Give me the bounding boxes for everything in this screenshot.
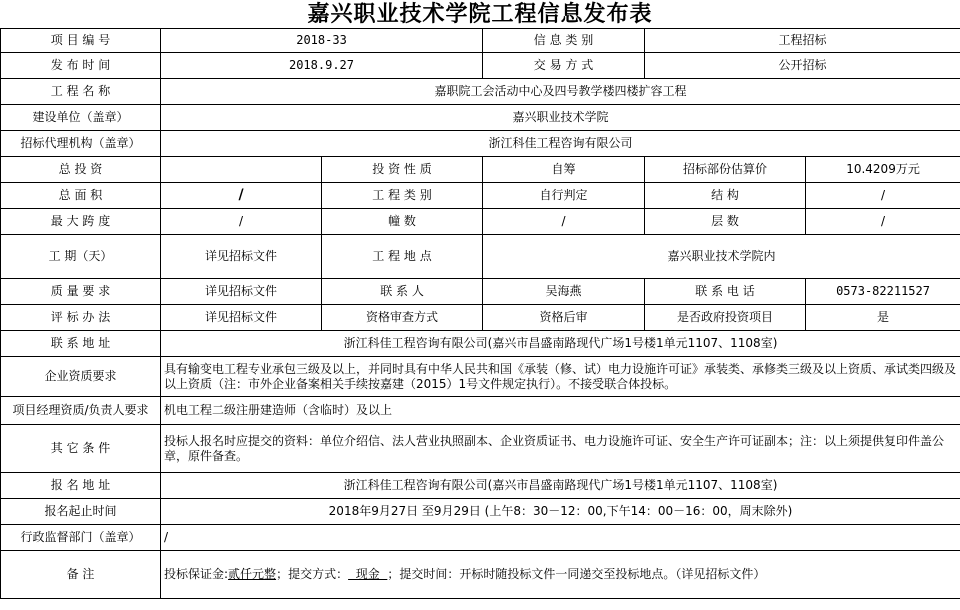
value-government-investment: 是	[806, 305, 960, 331]
label-remarks: 备 注	[1, 551, 161, 599]
label-floors: 层 数	[645, 209, 806, 235]
label-contact-phone: 联 系 电 话	[645, 279, 806, 305]
value-total-investment	[161, 157, 322, 183]
value-other-conditions: 投标人报名时应提交的资料：单位介绍信、法人营业执照副本、企业资质证书、电力设施许可证、安全生产许可证副本；注：以上须提供复印件盖公章，原件备查。	[161, 425, 960, 473]
label-project-category: 工 程 类 别	[322, 183, 483, 209]
value-project-name: 嘉职院工会活动中心及四号教学楼四楼扩容工程	[161, 79, 960, 105]
row-project-name	[1, 79, 960, 105]
row-duration	[1, 235, 960, 279]
label-contact-person: 联 系 人	[322, 279, 483, 305]
row-area	[1, 183, 960, 209]
value-supervision-dept: /	[161, 525, 960, 551]
row-investment	[1, 157, 960, 183]
value-contact-phone: 0573-82211527	[806, 279, 960, 305]
label-publish-time: 发 布 时 间	[1, 53, 161, 79]
label-building-count: 幢 数	[322, 209, 483, 235]
value-building-count: /	[483, 209, 645, 235]
label-registration-address: 报 名 地 址	[1, 473, 161, 499]
page-title: 嘉兴职业技术学院工程信息发布表	[307, 1, 653, 27]
value-registration-period: 2018年9月27日 至9月29日 (上午8：30－12：00,下午14：00－16：00，周末除外)	[161, 499, 960, 525]
row-quality	[1, 279, 960, 305]
row-registration-period	[1, 499, 960, 525]
value-evaluation-method: 详见招标文件	[161, 305, 322, 331]
label-info-category: 信 息 类 别	[483, 29, 645, 53]
row-project-number	[1, 29, 960, 53]
label-structure: 结 构	[645, 183, 806, 209]
value-project-number: 2018-33	[161, 29, 483, 53]
label-company-qualification: 企业资质要求	[1, 357, 161, 397]
value-manager-qualification: 机电工程二级注册建造师（含临时）及以上	[161, 397, 960, 425]
label-location: 工 程 地 点	[322, 235, 483, 279]
row-other-conditions	[1, 425, 960, 473]
label-total-area: 总 面 积	[1, 183, 161, 209]
row-supervision	[1, 525, 960, 551]
value-company-qualification: 具有输变电工程专业承包三级及以上，并同时具有中华人民共和国《承装（修、试）电力设施许可证》承装类、承修类三级及以上资质、承试类四级及以上资质（注：市外企业备案相关手续按嘉建（2015）1号文件规定执行）。不接受联合体投标。	[161, 357, 960, 397]
label-investment-nature: 投 资 性 质	[322, 157, 483, 183]
label-trade-method: 交 易 方 式	[483, 53, 645, 79]
remarks-method-label: ；提交方式：	[276, 567, 349, 581]
value-location: 嘉兴职业技术学院内	[483, 235, 960, 279]
label-evaluation-method: 评 标 办 法	[1, 305, 161, 331]
value-qualification-review: 资格后审	[483, 305, 645, 331]
label-max-span: 最 大 跨 度	[1, 209, 161, 235]
value-floors: /	[806, 209, 960, 235]
label-project-name: 工 程 名 称	[1, 79, 161, 105]
label-total-investment: 总 投 资	[1, 157, 161, 183]
row-registration-address	[1, 473, 960, 499]
remarks-deposit-label: 投标保证金:	[164, 567, 229, 581]
label-estimated-price: 招标部份估算价	[645, 157, 806, 183]
label-registration-period: 报名起止时间	[1, 499, 161, 525]
row-evaluation	[1, 305, 960, 331]
label-builder: 建设单位（盖章）	[1, 105, 161, 131]
value-investment-nature: 自筹	[483, 157, 645, 183]
value-quality: 详见招标文件	[161, 279, 322, 305]
value-estimated-price: 10.4209万元	[806, 157, 960, 183]
value-builder: 嘉兴职业技术学院	[161, 105, 960, 131]
value-agency: 浙江科佳工程咨询有限公司	[161, 131, 960, 157]
row-span	[1, 209, 960, 235]
value-project-category: 自行判定	[483, 183, 645, 209]
remarks-submit-time: ；提交时间：开标时随投标文件一同递交至投标地点。（详见招标文件）	[387, 567, 766, 581]
row-contact-address	[1, 331, 960, 357]
value-registration-address: 浙江科佳工程咨询有限公司(嘉兴市昌盛南路现代广场1号楼1单元1107、1108室)	[161, 473, 960, 499]
remarks-method-value: 现金	[348, 567, 388, 581]
row-company-qualification	[1, 357, 960, 397]
label-manager-qualification: 项目经理资质/负责人要求	[1, 397, 161, 425]
label-contact-address: 联 系 地 址	[1, 331, 161, 357]
value-trade-method: 公开招标	[645, 53, 960, 79]
label-duration: 工 期（天）	[1, 235, 161, 279]
label-government-investment: 是否政府投资项目	[645, 305, 806, 331]
label-other-conditions: 其 它 条 件	[1, 425, 161, 473]
row-builder	[1, 105, 960, 131]
value-structure: /	[806, 183, 960, 209]
value-max-span: /	[161, 209, 322, 235]
row-manager-qualification	[1, 397, 960, 425]
row-remarks	[1, 551, 960, 599]
label-supervision-dept: 行政监督部门（盖章）	[1, 525, 161, 551]
value-duration: 详见招标文件	[161, 235, 322, 279]
label-project-number: 项 目 编 号	[1, 29, 161, 53]
label-quality: 质 量 要 求	[1, 279, 161, 305]
remarks-deposit-amount: 贰仟元整	[228, 567, 277, 581]
value-info-category: 工程招标	[645, 29, 960, 53]
row-publish-time	[1, 53, 960, 79]
value-contact-address: 浙江科佳工程咨询有限公司(嘉兴市昌盛南路现代广场1号楼1单元1107、1108室)	[161, 331, 960, 357]
info-table	[0, 28, 960, 599]
value-publish-time: 2018.9.27	[161, 53, 483, 79]
row-agency	[1, 131, 960, 157]
value-contact-person: 吴海燕	[483, 279, 645, 305]
value-remarks	[161, 551, 960, 599]
label-qualification-review: 资格审查方式	[322, 305, 483, 331]
value-total-area: /	[161, 183, 322, 209]
label-agency: 招标代理机构（盖章）	[1, 131, 161, 157]
